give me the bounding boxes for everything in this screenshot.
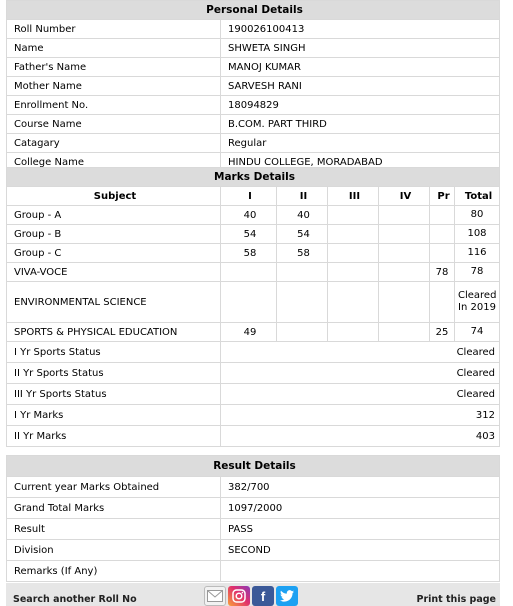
mark-iv xyxy=(379,282,430,323)
mark-ii xyxy=(277,263,328,282)
result-details-table xyxy=(6,455,500,582)
mark-total: 108 xyxy=(455,225,500,244)
share-icons xyxy=(204,586,298,606)
field-label: Name xyxy=(7,39,221,58)
personal-details-table xyxy=(6,0,500,172)
mark-i: 49 xyxy=(221,323,277,342)
subject-cell: ENVIRONMENTAL SCIENCE xyxy=(7,282,221,323)
mark-i: 58 xyxy=(221,244,277,263)
status-label: I Yr Sports Status xyxy=(7,342,221,363)
status-value: 312 xyxy=(221,405,500,426)
status-value: Cleared xyxy=(221,384,500,405)
status-value: Cleared xyxy=(221,342,500,363)
subject-cell: Group - B xyxy=(7,225,221,244)
mail-icon[interactable] xyxy=(204,586,226,606)
personal-row xyxy=(7,115,500,134)
personal-details-heading: Personal Details xyxy=(7,1,500,20)
result-row xyxy=(7,477,500,498)
status-label: I Yr Marks xyxy=(7,405,221,426)
instagram-icon[interactable] xyxy=(228,586,250,606)
field-label: Mother Name xyxy=(7,77,221,96)
field-label: College Name xyxy=(7,153,221,172)
mark-pr xyxy=(430,225,455,244)
personal-row xyxy=(7,39,500,58)
mark-iv xyxy=(379,225,430,244)
field-value: B.COM. PART THIRD xyxy=(221,115,500,134)
mark-iv xyxy=(379,263,430,282)
marks-row xyxy=(7,206,500,225)
personal-row xyxy=(7,77,500,96)
status-row xyxy=(7,363,500,384)
mark-pr xyxy=(430,244,455,263)
result-row xyxy=(7,561,500,582)
result-label: Division xyxy=(7,540,221,561)
status-label: III Yr Sports Status xyxy=(7,384,221,405)
mark-i: 40 xyxy=(221,206,277,225)
footer-bar xyxy=(6,583,500,606)
marks-details-heading: Marks Details xyxy=(7,168,500,187)
mark-pr: 25 xyxy=(430,323,455,342)
mark-iii xyxy=(328,225,379,244)
marks-details-table xyxy=(6,167,500,447)
personal-row xyxy=(7,58,500,77)
column-header: Total xyxy=(455,187,500,206)
mark-iii xyxy=(328,263,379,282)
mark-total: 74 xyxy=(455,323,500,342)
mark-iii xyxy=(328,323,379,342)
column-header: IV xyxy=(379,187,430,206)
subject-cell: Group - A xyxy=(7,206,221,225)
subject-cell: VIVA-VOCE xyxy=(7,263,221,282)
result-row xyxy=(7,519,500,540)
result-value: SECOND xyxy=(221,540,500,561)
result-value: 382/700 xyxy=(221,477,500,498)
field-label: Course Name xyxy=(7,115,221,134)
column-header: I xyxy=(221,187,277,206)
field-value: 18094829 xyxy=(221,96,500,115)
status-row xyxy=(7,384,500,405)
status-value: 403 xyxy=(221,426,500,447)
result-row xyxy=(7,498,500,519)
search-another-roll-link[interactable]: Search another Roll No xyxy=(13,594,137,605)
mark-total: 116 xyxy=(455,244,500,263)
mark-total: Cleared In 2019 xyxy=(455,282,500,323)
mark-iv xyxy=(379,323,430,342)
mark-total: 80 xyxy=(455,206,500,225)
mark-ii xyxy=(277,282,328,323)
personal-row xyxy=(7,134,500,153)
marks-row xyxy=(7,323,500,342)
mark-i xyxy=(221,282,277,323)
marks-column-header xyxy=(7,187,500,206)
mark-iv xyxy=(379,244,430,263)
mark-total: 78 xyxy=(455,263,500,282)
subject-cell: Group - C xyxy=(7,244,221,263)
subject-cell: SPORTS & PHYSICAL EDUCATION xyxy=(7,323,221,342)
field-value: MANOJ KUMAR xyxy=(221,58,500,77)
field-value: HINDU COLLEGE, MORADABAD xyxy=(221,153,500,172)
field-label: Enrollment No. xyxy=(7,96,221,115)
result-value: PASS xyxy=(221,519,500,540)
status-row xyxy=(7,405,500,426)
result-details-heading: Result Details xyxy=(7,456,500,477)
twitter-icon[interactable] xyxy=(276,586,298,606)
mark-ii: 40 xyxy=(277,206,328,225)
result-label: Grand Total Marks xyxy=(7,498,221,519)
column-header: Subject xyxy=(7,187,221,206)
result-row xyxy=(7,540,500,561)
field-value: Regular xyxy=(221,134,500,153)
mark-ii xyxy=(277,323,328,342)
marks-row xyxy=(7,263,500,282)
status-row xyxy=(7,342,500,363)
field-value: SARVESH RANI xyxy=(221,77,500,96)
mark-ii: 58 xyxy=(277,244,328,263)
field-label: Catagary xyxy=(7,134,221,153)
field-label: Father's Name xyxy=(7,58,221,77)
mark-iv xyxy=(379,206,430,225)
mark-pr xyxy=(430,206,455,225)
personal-row xyxy=(7,20,500,39)
field-label: Roll Number xyxy=(7,20,221,39)
status-value: Cleared xyxy=(221,363,500,384)
field-value: SHWETA SINGH xyxy=(221,39,500,58)
mark-iii xyxy=(328,282,379,323)
mark-pr xyxy=(430,282,455,323)
mark-i: 54 xyxy=(221,225,277,244)
result-value xyxy=(221,561,500,582)
column-header: Pr xyxy=(430,187,455,206)
mark-iii xyxy=(328,206,379,225)
personal-row xyxy=(7,96,500,115)
status-label: II Yr Sports Status xyxy=(7,363,221,384)
status-row xyxy=(7,426,500,447)
result-label: Current year Marks Obtained xyxy=(7,477,221,498)
field-value: 190026100413 xyxy=(221,20,500,39)
mark-ii: 54 xyxy=(277,225,328,244)
marks-row xyxy=(7,244,500,263)
facebook-icon[interactable]: f xyxy=(252,586,274,606)
result-label: Remarks (If Any) xyxy=(7,561,221,582)
status-label: II Yr Marks xyxy=(7,426,221,447)
result-value: 1097/2000 xyxy=(221,498,500,519)
mark-i xyxy=(221,263,277,282)
column-header: III xyxy=(328,187,379,206)
print-page-link[interactable]: Print this page xyxy=(416,594,496,605)
marks-row xyxy=(7,282,500,323)
result-label: Result xyxy=(7,519,221,540)
marks-row xyxy=(7,225,500,244)
mark-pr: 78 xyxy=(430,263,455,282)
mark-iii xyxy=(328,244,379,263)
column-header: II xyxy=(277,187,328,206)
